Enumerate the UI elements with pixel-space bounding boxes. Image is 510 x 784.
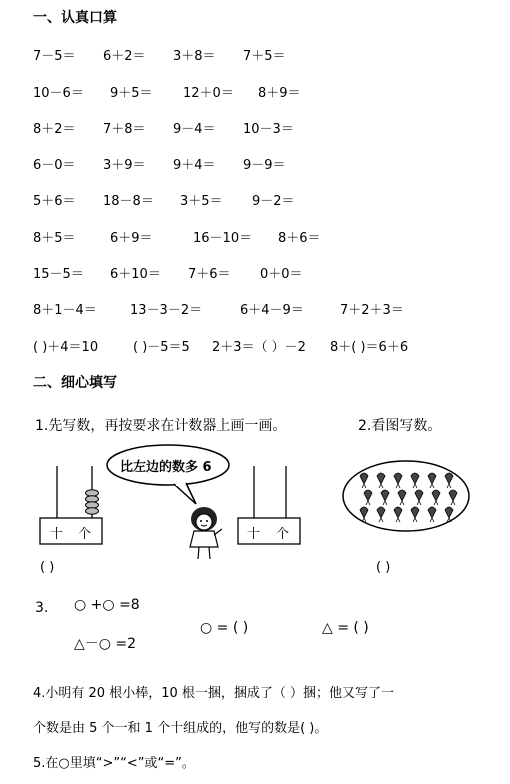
right-abacus-ones-label: 个 [276, 527, 290, 542]
section1-heading: 一、认真口算 [33, 10, 117, 26]
arithmetic-problem: 8＋( )＝6＋6 [330, 340, 409, 355]
question3-equation1: ○ +○ =8 [74, 597, 140, 613]
arithmetic-problem: 7＋8＝ [103, 122, 146, 137]
girl-illustration-icon [184, 505, 226, 563]
arithmetic-problem: 3＋5＝ [180, 194, 223, 209]
arithmetic-problem: 6－0＝ [33, 158, 76, 173]
arithmetic-problem: 7＋2＋3＝ [340, 303, 404, 318]
arithmetic-problem: 9＋4＝ [173, 158, 216, 173]
right-answer-blank: ( ) [376, 560, 391, 575]
arithmetic-problem: 8＋2＝ [33, 122, 76, 137]
arithmetic-problem: 13－3－2＝ [130, 303, 203, 318]
arithmetic-problem: 7＋6＝ [188, 267, 231, 282]
arithmetic-problem: 8＋6＝ [278, 231, 321, 246]
question4-line2: 个数是由 5 个一和 1 个十组成的，他写的数是( )。 [33, 721, 328, 736]
arithmetic-problem: 6＋4－9＝ [240, 303, 304, 318]
section2-heading: 二、细心填写 [33, 375, 117, 391]
arithmetic-problem: 9＋5＝ [110, 86, 153, 101]
arithmetic-problem: 18－8＝ [103, 194, 154, 209]
arithmetic-problem: 6＋9＝ [110, 231, 153, 246]
left-abacus-tens-label: 十 [50, 527, 64, 542]
arithmetic-problem: 2＋3＝（ ）－2 [212, 340, 306, 355]
speech-bubble-text: 比左边的数多 6 [120, 460, 212, 475]
arithmetic-problem: 9－9＝ [243, 158, 286, 173]
arithmetic-problem: 9－4＝ [173, 122, 216, 137]
arithmetic-problem: 8＋1－4＝ [33, 303, 97, 318]
question1-text: 1.先写数，再按要求在计数器上画一画。 [35, 418, 287, 434]
question3-answer-circle: ○ = ( ) [200, 620, 249, 636]
arithmetic-problem: ( )＋4＝10 [33, 340, 99, 355]
arithmetic-problem: 8＋9＝ [258, 86, 301, 101]
question3-answer-triangle: △ = ( ) [322, 620, 369, 636]
speech-bubble [104, 442, 234, 512]
arithmetic-problem: 9－2＝ [252, 194, 295, 209]
arithmetic-problem: 3＋9＝ [103, 158, 146, 173]
question4-line1: 4.小明有 20 根小棒，10 根一捆，捆成了（ ）捆；他又写了一 [33, 686, 395, 701]
left-abacus-ones-label: 个 [78, 527, 92, 542]
arithmetic-problem: 7－5＝ [33, 49, 76, 64]
question5-text: 5.在○里填“>”“<”或“=”。 [33, 756, 195, 771]
arithmetic-problem: ( )－5＝5 [133, 340, 190, 355]
birds-picture [340, 458, 472, 534]
arithmetic-problem: 8＋5＝ [33, 231, 76, 246]
arithmetic-problem: 10－6＝ [33, 86, 84, 101]
arithmetic-problem: 16－10＝ [193, 231, 253, 246]
question2-text: 2.看图写数。 [358, 418, 442, 434]
left-answer-blank: ( ) [40, 560, 55, 575]
question3-equation2: △－○ =2 [74, 636, 137, 652]
arithmetic-problem: 7＋5＝ [243, 49, 286, 64]
question3-number: 3. [35, 600, 49, 616]
arithmetic-problem: 3＋8＝ [173, 49, 216, 64]
arithmetic-problem: 6＋2＝ [103, 49, 146, 64]
arithmetic-problem: 5＋6＝ [33, 194, 76, 209]
arithmetic-problem: 10－3＝ [243, 122, 294, 137]
right-abacus-tens-label: 十 [247, 527, 261, 542]
arithmetic-problem: 6＋10＝ [110, 267, 161, 282]
arithmetic-problem: 12＋0＝ [183, 86, 234, 101]
arithmetic-problem: 15－5＝ [33, 267, 84, 282]
arithmetic-problem: 0＋0＝ [260, 267, 303, 282]
